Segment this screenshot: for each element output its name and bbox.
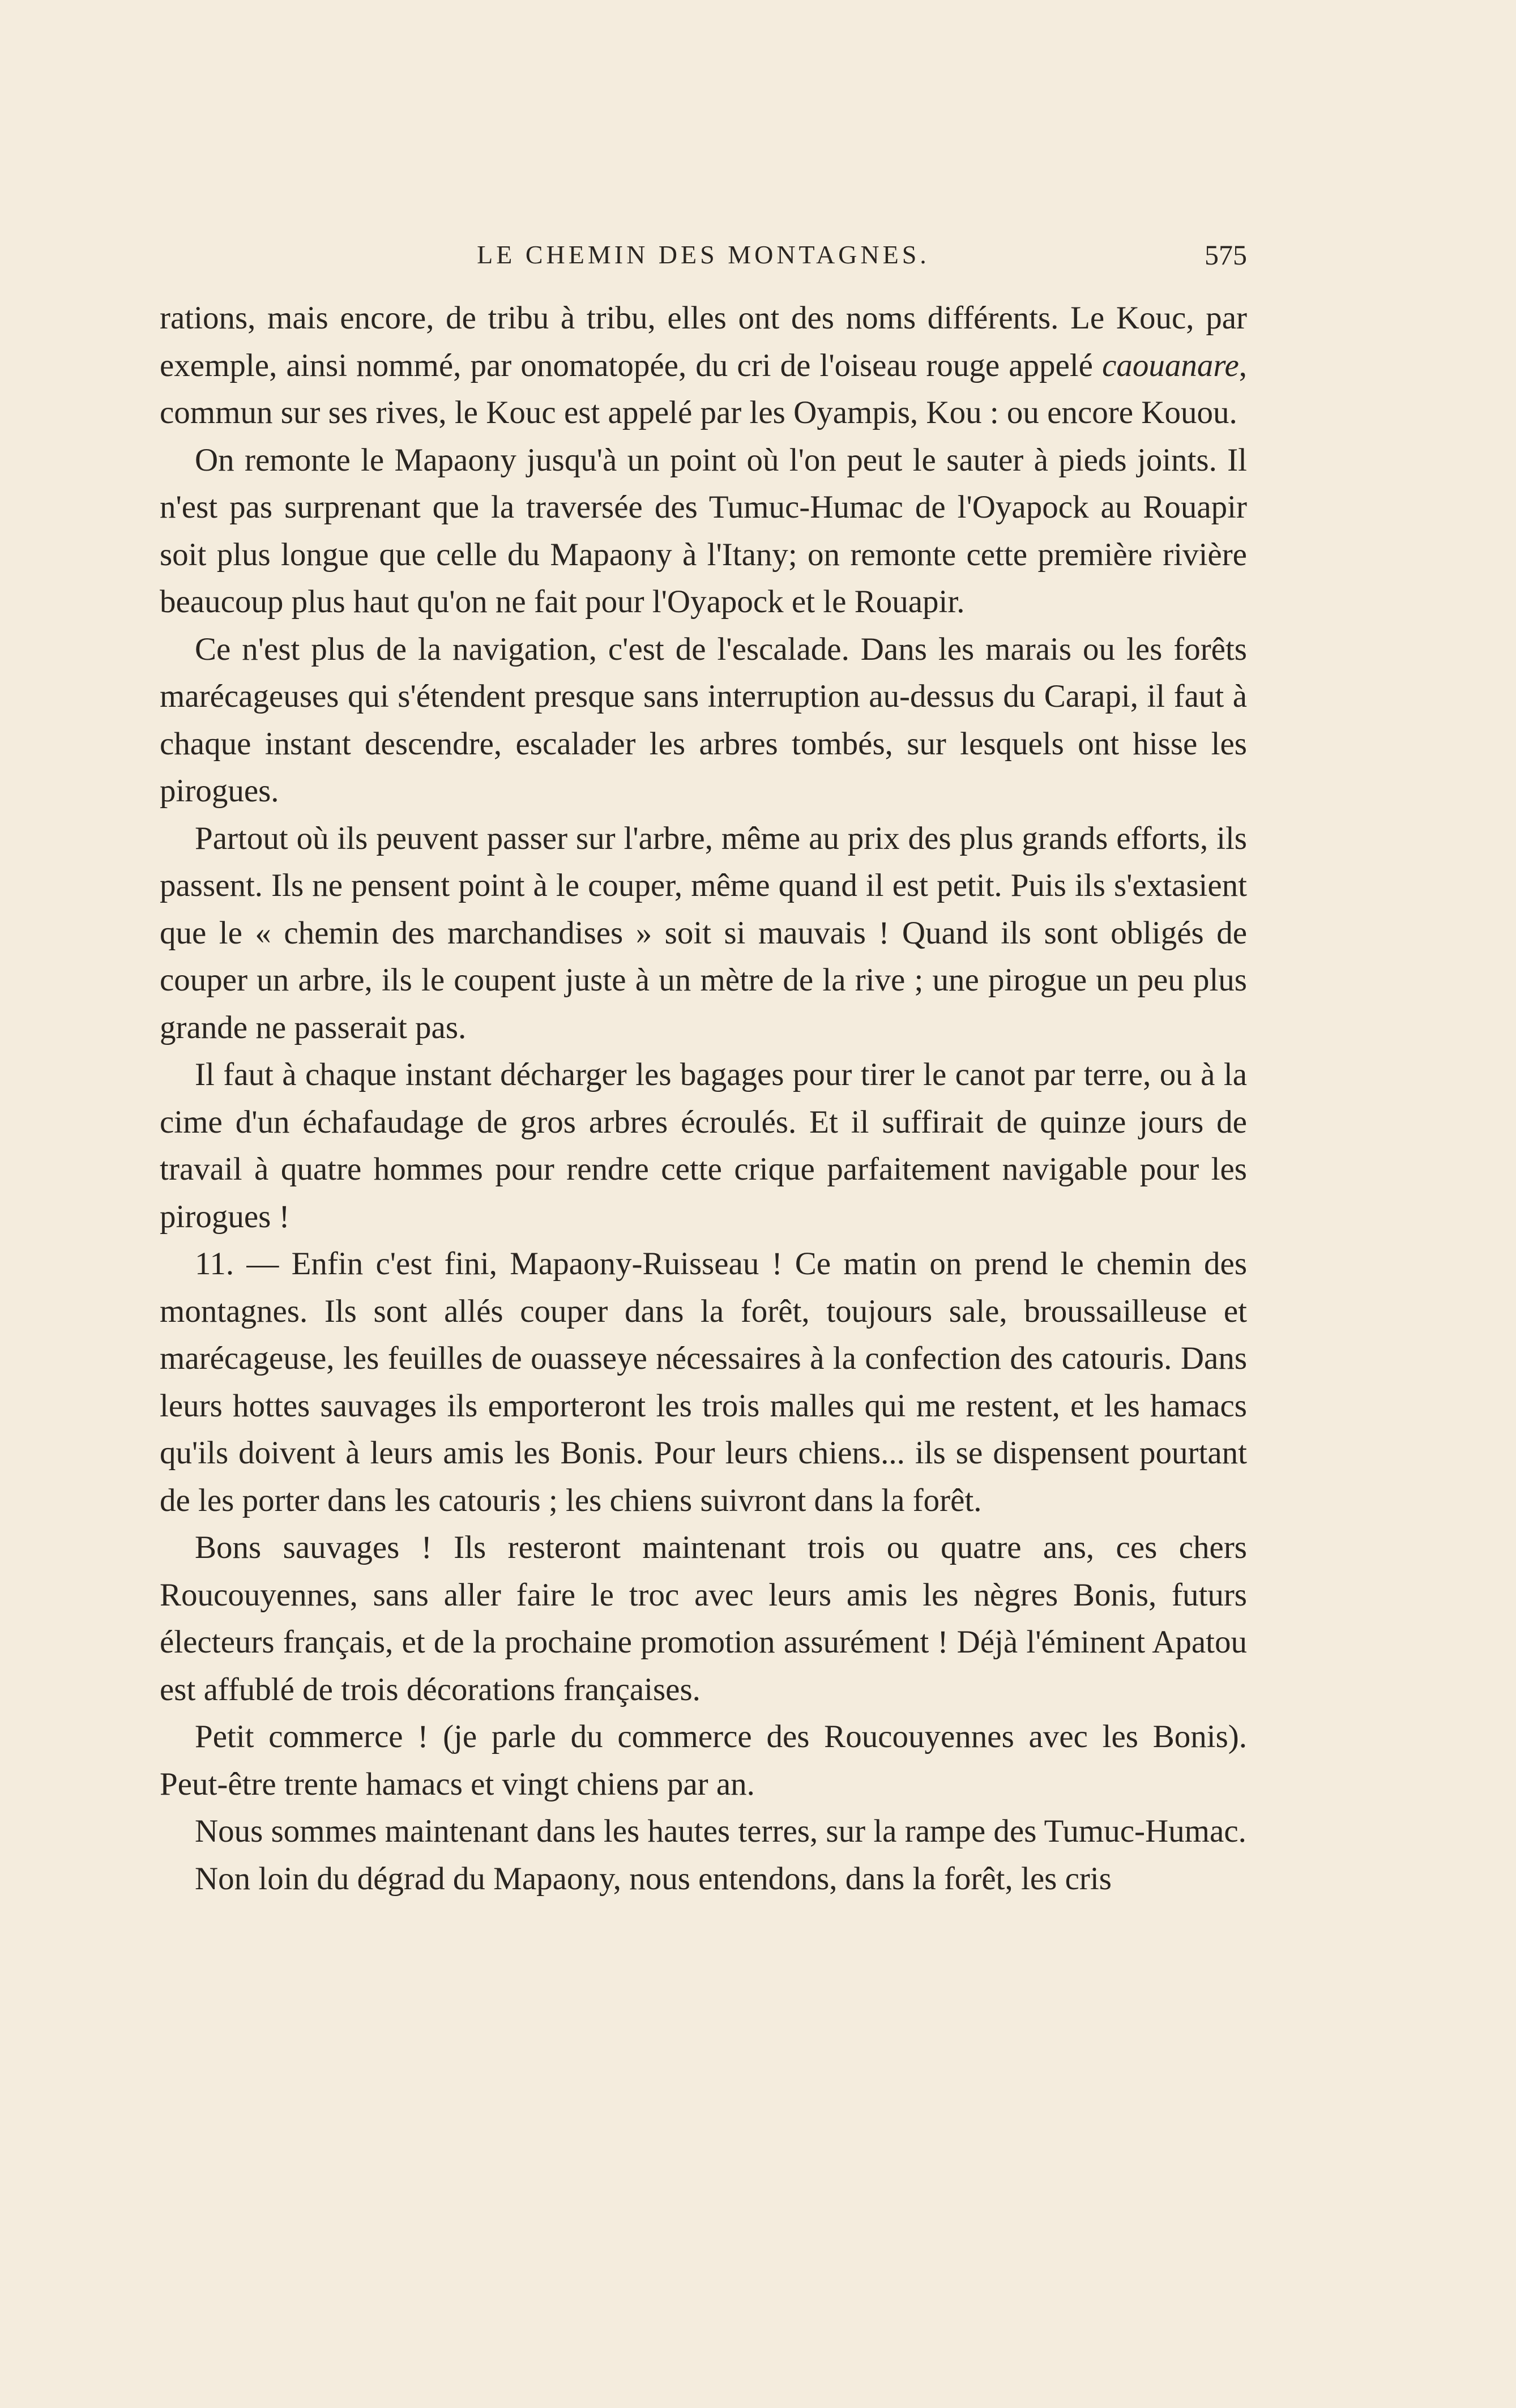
page-header bbox=[160, 235, 1247, 275]
paragraph: Il faut à chaque instant décharger les bagages pour tirer le canot par terre, ou à la cime d'un échafaudage de gros arbres écroulés. Et il suffirait de quinze jours de travail à quatre hommes pour rendre cette crique parfaitement navigable pour les pirogues ! bbox=[160, 1057, 1247, 1235]
paragraph: Bons sauvages ! Ils resteront maintenant trois ou quatre ans, ces chers Roucouyennes, sans aller faire le troc avec leurs amis les nègres Bonis, futurs électeurs français, et de la prochaine promotion assurément ! Déjà l'éminent Apatou est affublé de trois décorations françaises. bbox=[160, 1530, 1247, 1707]
paragraph-text: , commun sur ses rives, le Kouc est appelé par les Oyampis, Kou : ou encore Kouou. bbox=[160, 347, 1247, 430]
paragraph: Petit commerce ! (je parle du commerce des Roucouyennes avec les Bonis). Peut-être trente hamacs et vingt chiens par an. bbox=[160, 1719, 1247, 1802]
paragraph: Non loin du dégrad du Mapaony, nous entendons, dans la forêt, les cris bbox=[195, 1860, 1112, 1897]
paragraph: Partout où ils peuvent passer sur l'arbre, même au prix des plus grands efforts, ils passent. Ils ne pensent point à le couper, même quand il est petit. Puis ils s'extasient que le « chemin des marchandises » soit si mauvais ! Quand ils sont obligés de couper un arbre, ils le coupent juste à un mètre de la rive ; une pirogue un peu plus grande ne passerait pas. bbox=[160, 820, 1247, 1045]
paragraph-text: rations, mais encore, de tribu à tribu, elles ont des noms différents. Le Kouc, par exemple, ainsi nommé, par onomatopée, du cri de l'oiseau rouge appelé bbox=[160, 300, 1247, 383]
body-text bbox=[160, 294, 1247, 1902]
paragraph: On remonte le Mapaony jusqu'à un point où l'on peut le sauter à pieds joints. Il n'est pas surprenant que la traversée des Tumuc-Humac de l'Oyapock au Rouapir soit plus longue que celle du Mapaony à l'Itany; on remonte cette première rivière beaucoup plus haut qu'on ne fait pour l'Oyapock et le Rouapir. bbox=[160, 442, 1247, 620]
page-number: 575 bbox=[1205, 239, 1247, 271]
paragraph: Ce n'est plus de la navigation, c'est de l'escalade. Dans les marais ou les forêts marécageuses qui s'étendent presque sans interruption au-dessus du Carapi, il faut à chaque instant descendre, escalader les arbres tombés, sur lesquels ont hisse les pirogues. bbox=[160, 631, 1247, 809]
paragraph: Nous sommes maintenant dans les hautes terres, sur la rampe des Tumuc-Humac. bbox=[195, 1813, 1246, 1849]
running-title: LE CHEMIN DES MONTAGNES. bbox=[477, 240, 930, 269]
italic-term: caouanare bbox=[1102, 347, 1239, 383]
paragraph: 11. — Enfin c'est fini, Mapaony-Ruisseau ! Ce matin on prend le chemin des montagnes. Ils sont allés couper dans la forêt, toujours sale, broussailleuse et marécageuse, les feuilles de ouasseye nécessaires à la confection des catouris. Dans leurs hottes sauvages ils emporteront les trois malles qui me restent, et les hamacs qu'ils doivent à leurs amis les Bonis. Pour leurs chiens... ils se dispensent pourtant de les porter dans les catouris ; les chiens suivront dans la forêt. bbox=[160, 1246, 1247, 1518]
paragraph bbox=[160, 294, 1247, 437]
